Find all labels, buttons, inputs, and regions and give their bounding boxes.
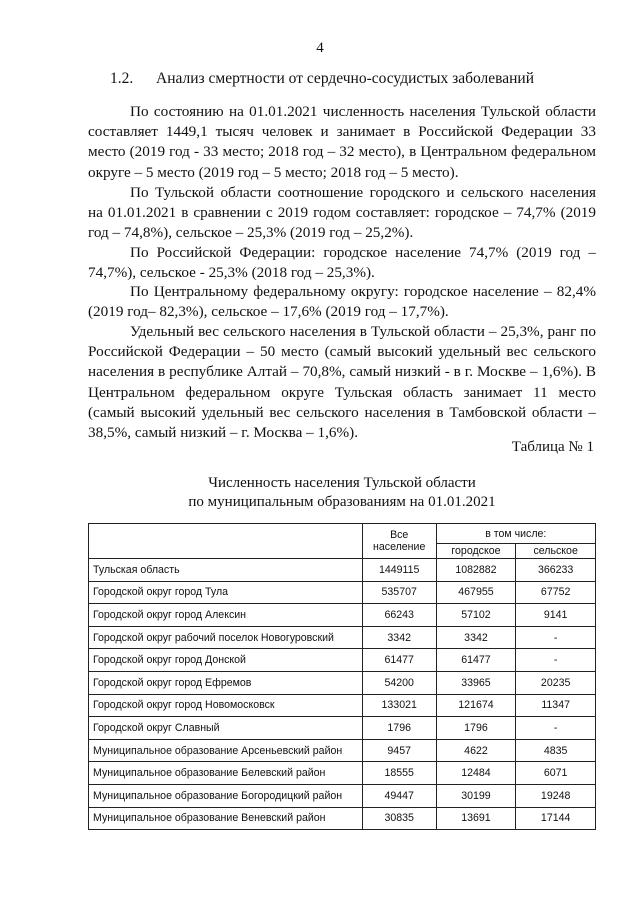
paragraph-rural-share: Удельный вес сельского населения в Тульской области – 25,3%, ранг по Российской Федерации – 50 место (самый высокий удельный вес сельского населения в республике Алтай – 70,8%, самый низкий - в г. Москве – 1,6%). В Центральном федеральном округе Тульская область занимает 11 место (самый высокий удельный вес сельского населения в Тамбовской области – 38,5%, самый низкий – г. Москва – 1,6%).	[88, 323, 596, 442]
paragraph-urban-rural-cfd: По Центральному федеральному округу: городское население – 82,4% (2019 год– 82,3%), сельское – 17,6% (2019 год – 17,7%).	[88, 283, 596, 321]
table-title	[88, 474, 596, 512]
table-title-line-2: по муниципальным образованиям на 01.01.2021	[188, 494, 496, 510]
row-name-cell: Тульская область	[89, 559, 363, 582]
row-name-cell: Городской округ город Тула	[89, 581, 363, 604]
row-total-cell: 66243	[362, 604, 436, 627]
row-total-cell: 49447	[362, 784, 436, 807]
row-total-cell: 133021	[362, 694, 436, 717]
row-rural-cell: 67752	[516, 581, 596, 604]
row-urban-cell: 1082882	[436, 559, 516, 582]
row-total-cell: 61477	[362, 649, 436, 672]
row-urban-cell: 1796	[436, 717, 516, 740]
row-urban-cell: 13691	[436, 807, 516, 830]
population-table	[88, 523, 596, 830]
row-name-cell: Городской округ Славный	[89, 717, 363, 740]
row-total-cell: 54200	[362, 671, 436, 694]
table-row	[89, 581, 596, 604]
row-rural-cell: 4835	[516, 739, 596, 762]
header-including: в том числе:	[436, 524, 595, 544]
page-number: 4	[316, 40, 324, 56]
row-name-cell: Муниципальное образование Богородицкий район	[89, 784, 363, 807]
section-number: 1.2.	[110, 70, 134, 87]
table-row	[89, 762, 596, 785]
table-row	[89, 784, 596, 807]
row-urban-cell: 3342	[436, 626, 516, 649]
row-name-cell: Городской округ город Донской	[89, 649, 363, 672]
row-total-cell: 30835	[362, 807, 436, 830]
row-total-cell: 535707	[362, 581, 436, 604]
row-rural-cell: -	[516, 717, 596, 740]
row-name-cell: Муниципальное образование Арсеньевский район	[89, 739, 363, 762]
row-total-cell: 3342	[362, 626, 436, 649]
row-name-cell: Городской округ город Алексин	[89, 604, 363, 627]
row-urban-cell: 4622	[436, 739, 516, 762]
row-rural-cell: 11347	[516, 694, 596, 717]
paragraph-urban-rural-region: По Тульской области соотношение городского и сельского населения на 01.01.2021 в сравнении с 2019 годом составляет: городское – 74,7% (2019 год – 74,8%), сельское – 25,3% (2019 год – 25,2%).	[88, 184, 596, 242]
table-row	[89, 626, 596, 649]
row-name-cell: Муниципальное образование Веневский район	[89, 807, 363, 830]
row-name-cell: Городской округ город Ефремов	[89, 671, 363, 694]
paragraph-population: По состоянию на 01.01.2021 численность населения Тульской области составляет 1449,1 тысяч человек и занимает в Российской Федерации 33 место (2019 год - 33 место; 2018 год – 32 место), в Центральном федеральном округе – 5 место (2019 год – 5 место; 2018 год – 5 место).	[88, 103, 596, 181]
row-name-cell: Городской округ город Новомосковск	[89, 694, 363, 717]
section-title: Анализ смертности от сердечно-сосудистых заболеваний	[156, 70, 535, 87]
row-rural-cell: 9141	[516, 604, 596, 627]
row-rural-cell: 19248	[516, 784, 596, 807]
row-urban-cell: 57102	[436, 604, 516, 627]
table-row	[89, 807, 596, 830]
table-row	[89, 717, 596, 740]
header-rural: сельское	[516, 544, 596, 559]
row-total-cell: 1449115	[362, 559, 436, 582]
table-row	[89, 739, 596, 762]
row-name-cell: Муниципальное образование Белевский район	[89, 762, 363, 785]
row-total-cell: 1796	[362, 717, 436, 740]
row-rural-cell: 6071	[516, 762, 596, 785]
row-urban-cell: 467955	[436, 581, 516, 604]
row-urban-cell: 33965	[436, 671, 516, 694]
table-row	[89, 671, 596, 694]
header-total: Все население	[362, 524, 436, 559]
table-label: Таблица № 1	[511, 439, 594, 455]
table-row	[89, 604, 596, 627]
row-rural-cell: 366233	[516, 559, 596, 582]
paragraph-urban-rural-russia: По Российской Федерации: городское население 74,7% (2019 год – 74,7%), сельское - 25,3% (2018 год – 25,3%).	[88, 244, 596, 282]
row-urban-cell: 30199	[436, 784, 516, 807]
row-urban-cell: 61477	[436, 649, 516, 672]
header-urban: городское	[436, 544, 516, 559]
row-rural-cell: 20235	[516, 671, 596, 694]
table-row	[89, 649, 596, 672]
table-row	[89, 694, 596, 717]
section-heading	[110, 70, 534, 88]
row-total-cell: 9457	[362, 739, 436, 762]
row-name-cell: Городской округ рабочий поселок Новогуровский	[89, 626, 363, 649]
table-title-line-1: Численность населения Тульской области	[208, 475, 476, 491]
row-rural-cell: 17144	[516, 807, 596, 830]
row-rural-cell: -	[516, 649, 596, 672]
row-rural-cell: -	[516, 626, 596, 649]
row-total-cell: 18555	[362, 762, 436, 785]
row-urban-cell: 121674	[436, 694, 516, 717]
row-urban-cell: 12484	[436, 762, 516, 785]
table-row	[89, 559, 596, 582]
header-blank	[89, 524, 363, 559]
